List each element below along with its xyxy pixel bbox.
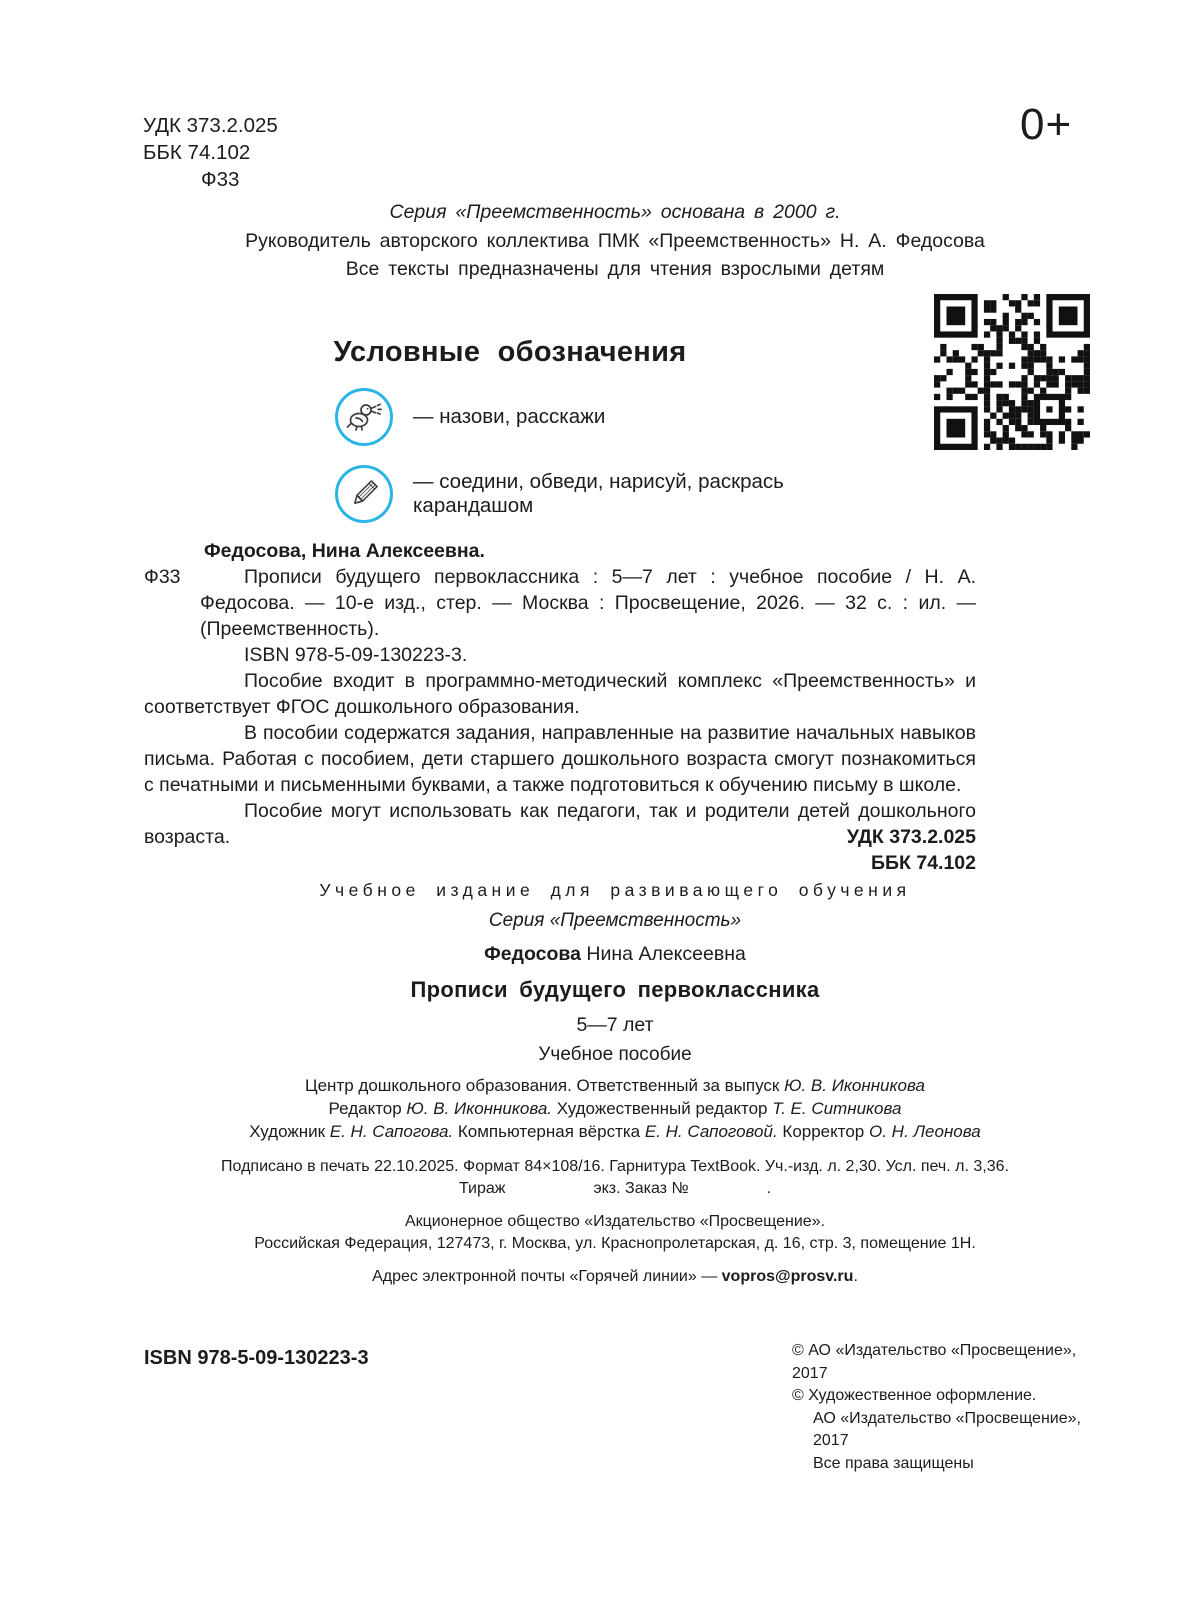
age-rating-badge: 0+ bbox=[1020, 100, 1073, 149]
card-annotation-1: Пособие входит в программно-методический комплекс «Преемственность» и соответствует ФГОС дошкольного образования. bbox=[144, 670, 976, 718]
card-margin-code: Ф33 bbox=[144, 566, 181, 588]
card-author: Федосова, Нина Алексеевна. bbox=[204, 540, 485, 562]
staff-name: Ю. В. Иконникова bbox=[784, 1076, 925, 1095]
legend-item-name-tell bbox=[335, 388, 875, 446]
tirazh-label: Тираж bbox=[458, 1180, 506, 1197]
legend bbox=[145, 336, 875, 523]
card-udk-code: УДК 373.2.025 bbox=[846, 826, 976, 848]
print-line-1: Подписано в печать 22.10.2025. Формат 84×108/16. Гарнитура TextBook. Уч.-изд. л. 2,30. Усл. печ. л. 3,36. bbox=[221, 1158, 1009, 1175]
series-note-line: Все тексты предназначены для чтения взрослыми детям bbox=[345, 258, 885, 280]
series-leader-line: Руководитель авторского коллектива ПМК «Преемственность» Н. А. Федосова bbox=[245, 229, 985, 252]
print-line-2 bbox=[120, 1178, 1110, 1200]
staff-role: Художественный редактор bbox=[552, 1099, 773, 1118]
imprint-series: Серия «Преемственность» bbox=[488, 910, 742, 931]
staff-role: Художник bbox=[249, 1122, 330, 1141]
copyright-line-4: Все права защищены bbox=[813, 1454, 974, 1472]
staff-role: Редактор bbox=[328, 1099, 407, 1118]
catalog-card bbox=[144, 538, 976, 876]
pencil-icon bbox=[335, 465, 393, 523]
hotline-prefix: Адрес электронной почты «Горячей линии» — bbox=[372, 1268, 722, 1285]
staff-role: Корректор bbox=[777, 1122, 869, 1141]
card-annotation-2: В пособии содержатся задания, направленные на развитие начальных навыков письма. Работая с пособием, дети старшего дошкольного возраста смогут познакомиться с печатными и письменными буквами, а также подготовиться к обучению письму в школе. bbox=[144, 722, 976, 796]
card-annotation-3: Пособие могут использовать как педагоги, так и родители детей дошкольного возраста. bbox=[144, 800, 976, 848]
publisher-block bbox=[120, 1211, 1110, 1255]
legend-title: Условные обозначения bbox=[333, 336, 687, 368]
staff-name: О. Н. Леонова bbox=[869, 1122, 981, 1141]
bird-icon bbox=[335, 388, 393, 446]
qr-code bbox=[934, 294, 1090, 450]
card-bbk-code: ББК 74.102 bbox=[871, 852, 976, 874]
staff-name: Ю. В. Иконникова. bbox=[406, 1099, 553, 1118]
staff-role: Компьютерная вёрстка bbox=[453, 1122, 645, 1141]
staff-name: Е. Н. Сапоговой. bbox=[644, 1122, 778, 1141]
imprint-author-name: Нина Алексеевна bbox=[581, 943, 746, 965]
legend-item-label: — назови, расскажи bbox=[413, 405, 606, 428]
staff-name: Е. Н. Сапогова. bbox=[329, 1122, 454, 1141]
imprint-block bbox=[120, 880, 1110, 1286]
series-founded-line: Серия «Преемственность» основана в 2000 г. bbox=[389, 201, 841, 223]
card-isbn-line: ISBN 978-5-09-130223-3. bbox=[244, 644, 468, 666]
imprint-age-range: 5—7 лет bbox=[576, 1014, 654, 1036]
publisher-address: Российская Федерация, 127473, г. Москва, ул. Краснопролетарская, д. 16, стр. 3, помещение 1Н. bbox=[254, 1235, 976, 1252]
staff-line-3 bbox=[120, 1120, 1110, 1143]
staff-role: Центр дошкольного образования. Ответственный за выпуск bbox=[305, 1076, 785, 1095]
imprint-title: Прописи будущего первоклассника bbox=[410, 977, 820, 1002]
copyright-block bbox=[792, 1340, 1092, 1475]
imprint-staff bbox=[120, 1074, 1110, 1143]
imprint-author bbox=[120, 943, 1110, 966]
imprint-subtitle: Учебное пособие bbox=[538, 1044, 692, 1065]
legend-item-label: — соедини, обведи, нарисуй, раскрась карандашом bbox=[413, 470, 784, 517]
staff-name: Т. Е. Ситникова bbox=[772, 1099, 902, 1118]
copyright-line-3: АО «Издательство «Просвещение», 2017 bbox=[813, 1409, 1081, 1449]
print-line-2-dot: . bbox=[766, 1180, 772, 1197]
hotline-line bbox=[120, 1268, 1110, 1286]
copyright-line-1: © АО «Издательство «Просвещение», 2017 bbox=[792, 1342, 1077, 1382]
imprint-author-surname: Федосова bbox=[484, 943, 582, 965]
print-info bbox=[120, 1156, 1110, 1200]
hotline-suffix: . bbox=[853, 1268, 858, 1285]
staff-line-1 bbox=[120, 1074, 1110, 1097]
card-description-text: Прописи будущего первоклассника : 5—7 лет : учебное пособие / Н. А. Федосова. — 10-е изд., стер. — Москва : Просвещение, 2026. — 32 с. : ил. — (Преемственность). bbox=[200, 566, 976, 640]
staff-line-2 bbox=[120, 1097, 1110, 1120]
pencil-icon-drawing bbox=[344, 474, 384, 514]
isbn-bottom: ISBN 978-5-09-130223-3 bbox=[144, 1347, 369, 1369]
udk-code: УДК 373.2.025 bbox=[143, 114, 278, 137]
publisher-name: Акционерное общество «Издательство «Просвещение». bbox=[404, 1213, 826, 1230]
series-header bbox=[120, 198, 1110, 284]
author-sign-code: Ф33 bbox=[201, 168, 240, 191]
legend-item-draw bbox=[335, 465, 875, 523]
classification-block bbox=[143, 112, 278, 193]
edition-type-line: Учебное издание для развивающего обучения bbox=[319, 880, 911, 900]
card-codes bbox=[144, 824, 976, 876]
bird-icon-drawing bbox=[344, 397, 384, 437]
hotline-email: vopros@prosv.ru bbox=[721, 1268, 854, 1285]
card-description bbox=[144, 564, 976, 642]
copyright-line-2: © Художественное оформление. bbox=[792, 1387, 1037, 1404]
zakaz-label: экз. Заказ № bbox=[593, 1180, 689, 1197]
bbk-code: ББК 74.102 bbox=[143, 141, 251, 164]
